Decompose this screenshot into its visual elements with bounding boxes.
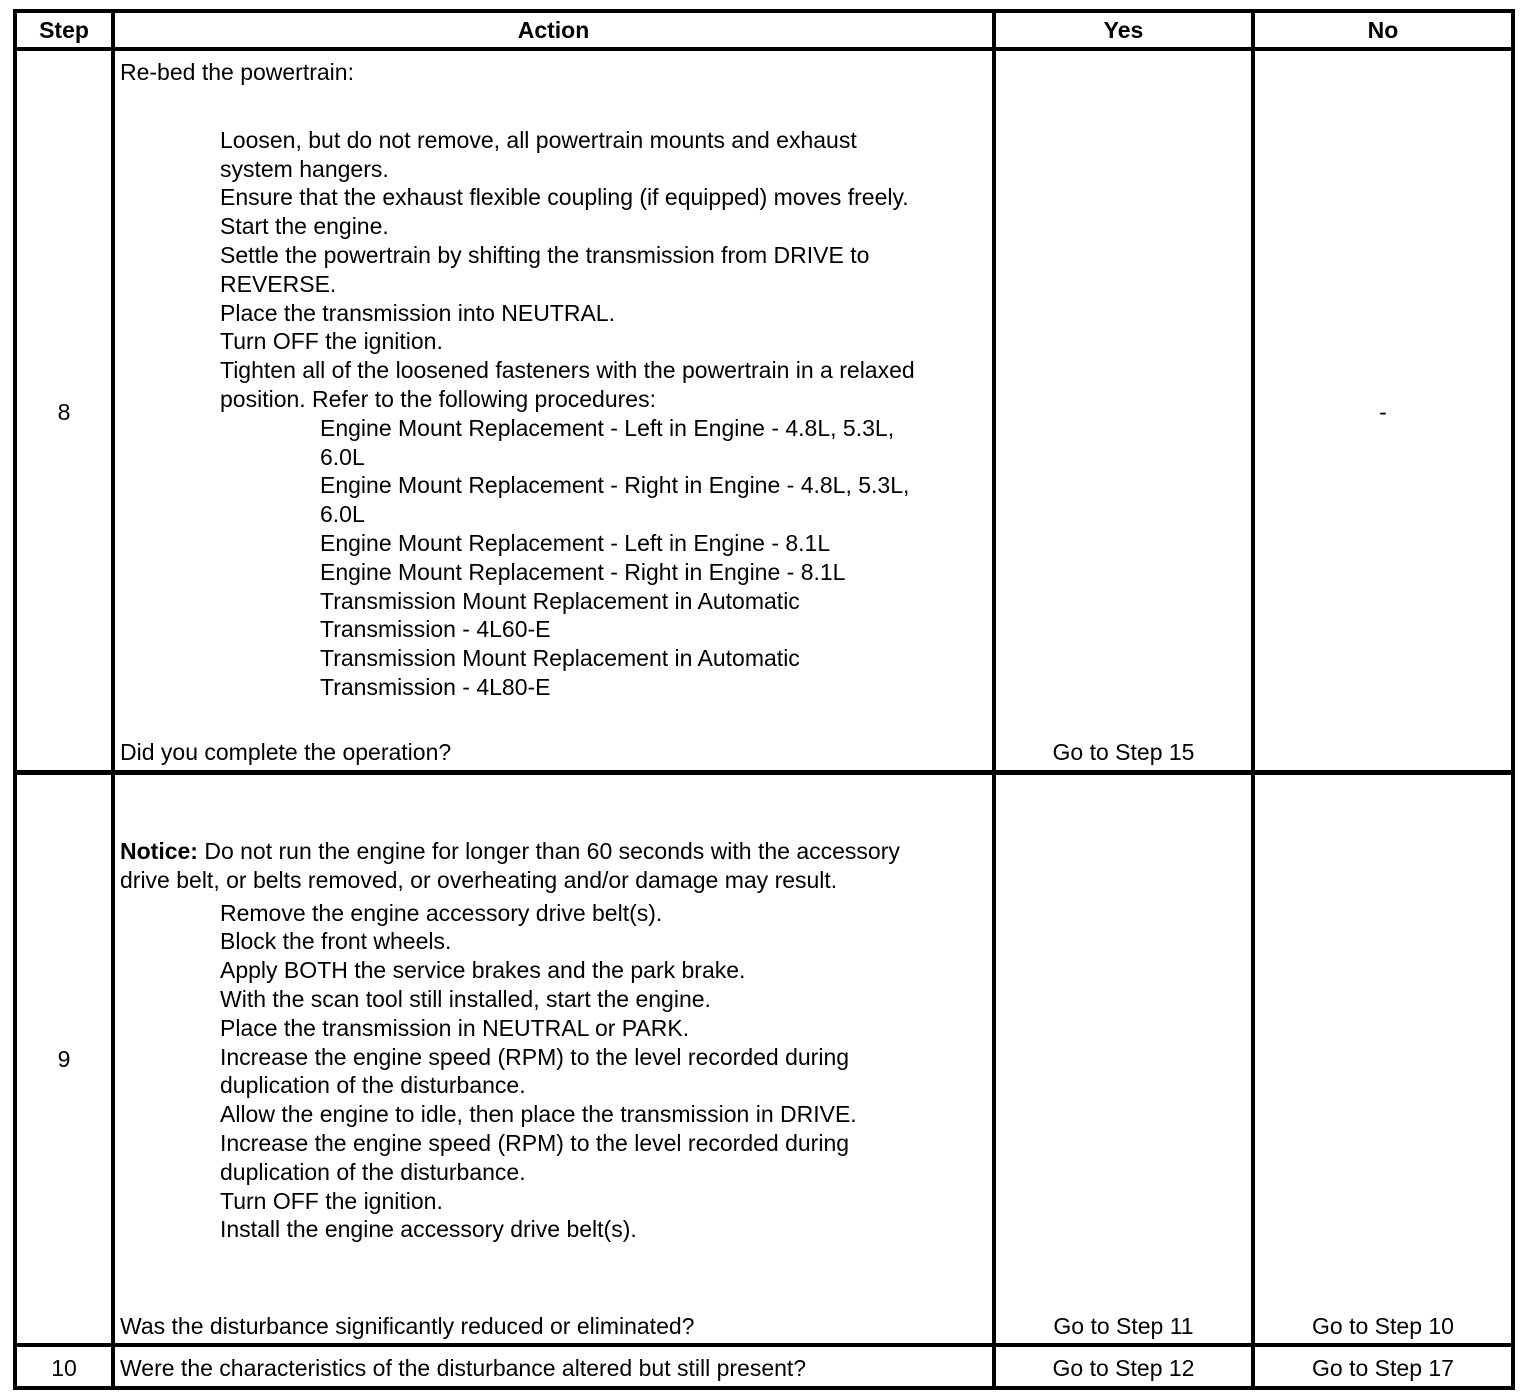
action-line: duplication of the disturbance. bbox=[220, 1158, 526, 1185]
action-line: Increase the engine speed (RPM) to the level recorded during bbox=[220, 1043, 850, 1070]
action-question: Were the characteristics of the disturbance altered but still present? bbox=[120, 1355, 807, 1381]
yes-result[interactable]: Go to Step 15 bbox=[1052, 739, 1195, 765]
header-step: Step bbox=[39, 17, 89, 43]
diagnostic-table bbox=[13, 9, 1515, 1390]
action-line: system hangers. bbox=[220, 155, 389, 182]
procedure-link[interactable]: 6.0L bbox=[320, 501, 365, 528]
notice-text: Do not run the engine for longer than 60 seconds with the accessory bbox=[197, 838, 900, 864]
action-line: Settle the powertrain by shifting the transmission from DRIVE to bbox=[220, 241, 870, 268]
yes-result[interactable]: Go to Step 12 bbox=[1052, 1355, 1195, 1381]
procedure-link[interactable]: Engine Mount Replacement - Left in Engine - 4.8L, 5.3L, bbox=[320, 414, 895, 441]
action-line: REVERSE. bbox=[220, 270, 337, 297]
action-line: With the scan tool still installed, start the engine. bbox=[220, 985, 711, 1012]
action-question: Was the disturbance significantly reduced or eliminated? bbox=[120, 1313, 695, 1339]
procedure-link[interactable]: Engine Mount Replacement - Right in Engine - 8.1L bbox=[320, 558, 846, 585]
no-result: - bbox=[1379, 399, 1387, 425]
action-line: Place the transmission in NEUTRAL or PARK. bbox=[220, 1014, 690, 1041]
action-line: Place the transmission into NEUTRAL. bbox=[220, 299, 615, 326]
action-cell bbox=[120, 837, 990, 1244]
notice-line bbox=[120, 837, 990, 866]
no-result[interactable]: Go to Step 10 bbox=[1312, 1313, 1454, 1339]
row-divider-8 bbox=[13, 770, 1515, 775]
action-intro: Re-bed the powertrain: bbox=[120, 59, 354, 85]
action-line: Start the engine. bbox=[220, 213, 389, 240]
action-line: Install the engine accessory drive belt(s). bbox=[220, 1216, 637, 1243]
action-line: Turn OFF the ignition. bbox=[220, 1187, 443, 1214]
notice-line-2: drive belt, or belts removed, or overheating and/or damage may result. bbox=[120, 866, 838, 893]
action-question: Did you complete the operation? bbox=[120, 739, 452, 765]
table-border-bottom bbox=[13, 1386, 1515, 1390]
header-divider bbox=[13, 47, 1515, 51]
header-action: Action bbox=[517, 17, 590, 43]
header-yes: Yes bbox=[1103, 17, 1144, 43]
table-border-right bbox=[1511, 9, 1515, 1390]
action-line: Loosen, but do not remove, all powertrain mounts and exhaust bbox=[220, 126, 857, 153]
step-number: 10 bbox=[51, 1355, 77, 1381]
col-divider-yes bbox=[1251, 9, 1255, 1390]
procedure-link[interactable]: 6.0L bbox=[320, 443, 365, 470]
action-cell bbox=[120, 58, 990, 702]
action-line: duplication of the disturbance. bbox=[220, 1072, 526, 1099]
col-divider-action bbox=[992, 9, 996, 1390]
action-line: Increase the engine speed (RPM) to the level recorded during bbox=[220, 1129, 850, 1156]
action-line: Ensure that the exhaust flexible coupling (if equipped) moves freely. bbox=[220, 184, 909, 211]
procedure-link[interactable]: Engine Mount Replacement - Left in Engine - 8.1L bbox=[320, 529, 831, 556]
procedure-link[interactable]: Transmission - 4L60-E bbox=[320, 616, 551, 643]
action-line: Block the front wheels. bbox=[220, 928, 452, 955]
action-line: position. Refer to the following procedures: bbox=[220, 385, 656, 412]
step-number: 8 bbox=[57, 399, 71, 425]
procedure-link[interactable]: Transmission Mount Replacement in Automatic bbox=[320, 645, 800, 672]
header-no: No bbox=[1367, 17, 1399, 43]
action-line: Remove the engine accessory drive belt(s). bbox=[220, 899, 663, 926]
notice-label: Notice: bbox=[120, 838, 198, 864]
procedure-link[interactable]: Engine Mount Replacement - Right in Engine - 4.8L, 5.3L, bbox=[320, 472, 910, 499]
yes-result[interactable]: Go to Step 11 bbox=[1053, 1313, 1194, 1339]
action-line: Apply BOTH the service brakes and the park brake. bbox=[220, 957, 746, 984]
procedure-link[interactable]: Transmission Mount Replacement in Automatic bbox=[320, 587, 800, 614]
action-line: Tighten all of the loosened fasteners with the powertrain in a relaxed bbox=[220, 357, 915, 384]
no-result[interactable]: Go to Step 17 bbox=[1312, 1355, 1454, 1381]
table-border-top bbox=[13, 9, 1515, 13]
action-line: Turn OFF the ignition. bbox=[220, 328, 443, 355]
row-divider-9 bbox=[13, 1343, 1515, 1347]
table-border-left bbox=[13, 9, 17, 1390]
action-line: Allow the engine to idle, then place the transmission in DRIVE. bbox=[220, 1101, 857, 1128]
procedure-link[interactable]: Transmission - 4L80-E bbox=[320, 673, 551, 700]
col-divider-step bbox=[111, 9, 115, 1390]
step-number: 9 bbox=[57, 1046, 71, 1072]
